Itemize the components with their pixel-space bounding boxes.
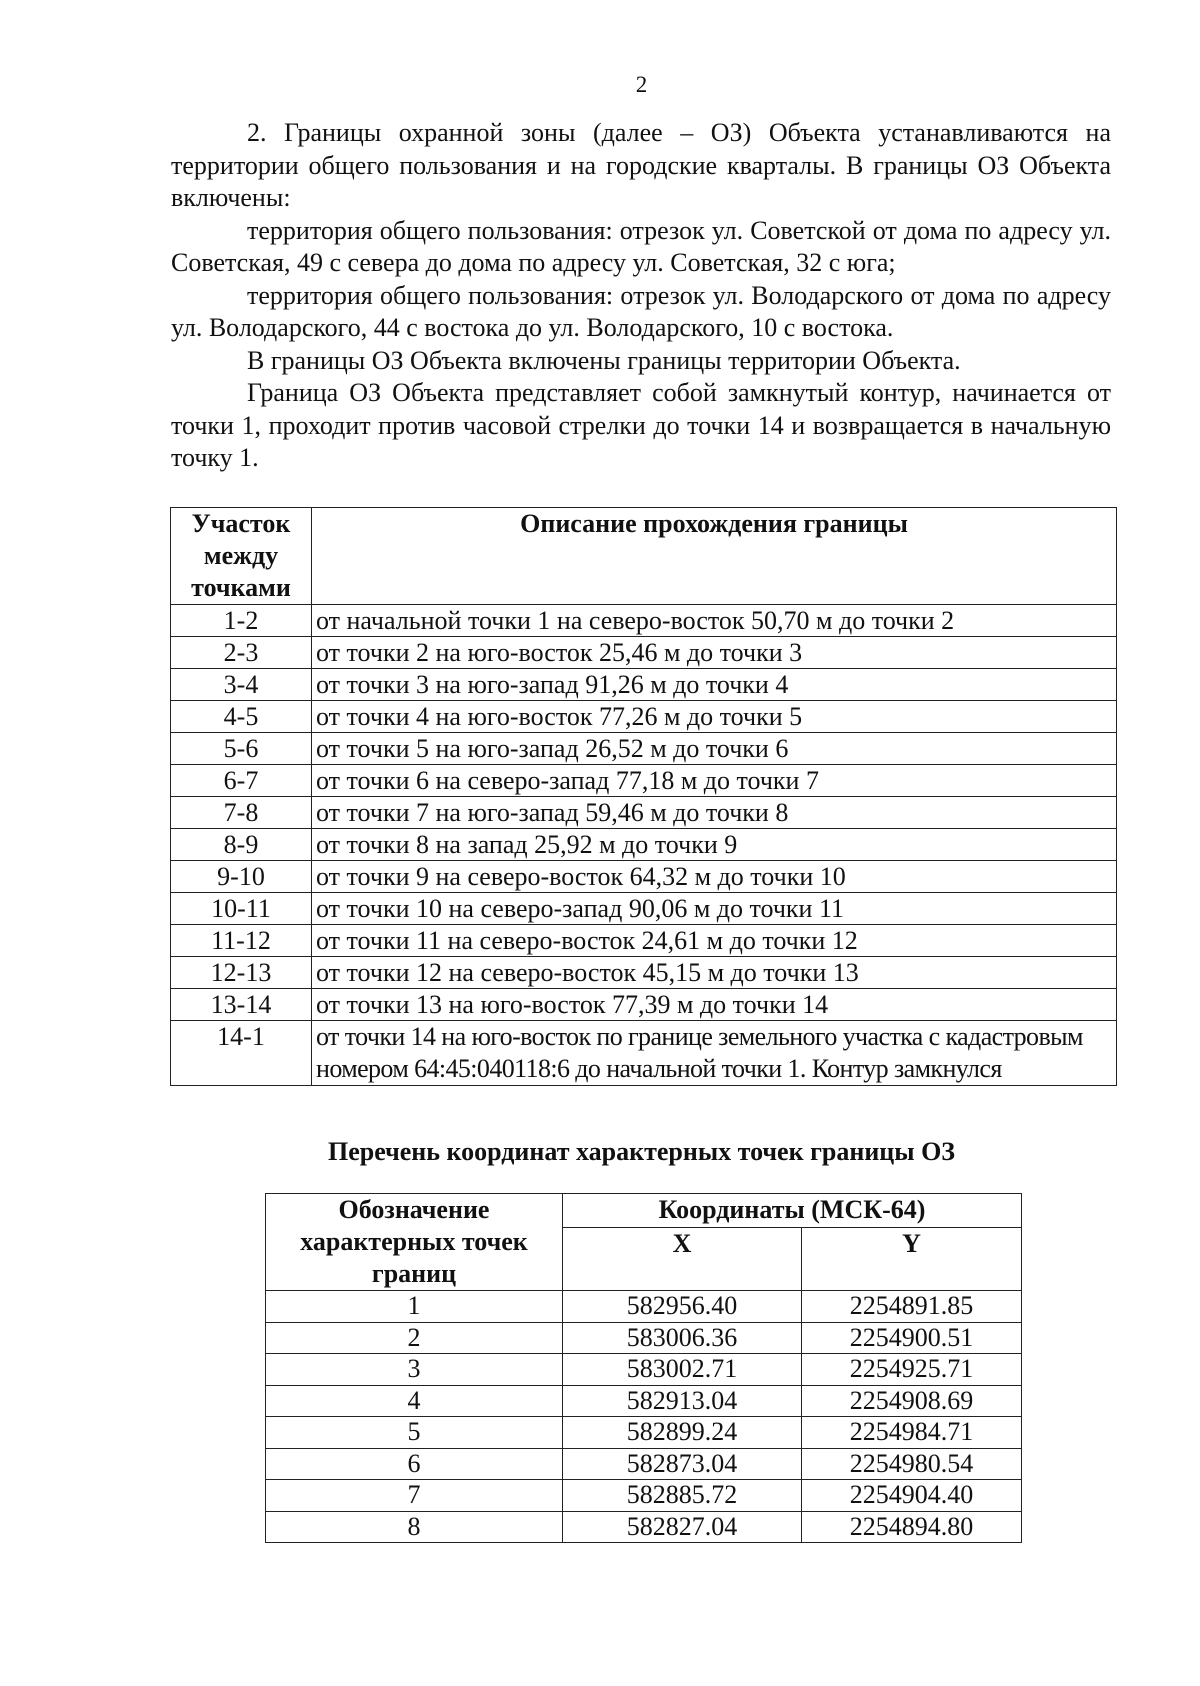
- table-row: [171, 925, 1117, 957]
- table-row: [266, 1385, 1022, 1417]
- table-row: [171, 893, 1117, 925]
- segment-cell: 2-3: [171, 637, 312, 669]
- table-row: [171, 637, 1117, 669]
- table-row: [171, 605, 1117, 637]
- description-cell: от точки 6 на северо-запад 77,18 м до точки 7: [312, 765, 1117, 797]
- segment-cell: 12-13: [171, 957, 312, 989]
- description-cell: от точки 2 на юго-восток 25,46 м до точки 3: [312, 637, 1117, 669]
- y-cell: 2254908.69: [802, 1385, 1022, 1417]
- segment-cell: 7-8: [171, 797, 312, 829]
- segment-cell: 5-6: [171, 733, 312, 765]
- table-row: [266, 1291, 1022, 1323]
- table-row: [266, 1480, 1022, 1512]
- point-cell: 1: [266, 1291, 563, 1323]
- table-row: [171, 797, 1117, 829]
- paragraph: территория общего пользования: отрезок ул. Володарского от дома по адресу ул. Володарского, 44 с востока до ул. Володарского, 10 с востока.: [171, 280, 1111, 342]
- x-cell: 582885.72: [563, 1480, 802, 1512]
- x-cell: 582827.04: [563, 1511, 802, 1543]
- x-cell: 582956.40: [563, 1291, 802, 1323]
- y-cell: 2254925.71: [802, 1354, 1022, 1386]
- page-number: 2: [635, 72, 648, 97]
- header-coordinates: Координаты (МСК-64): [563, 1194, 1022, 1228]
- description-cell: от точки 13 на юго-восток 77,39 м до точки 14: [312, 989, 1117, 1021]
- y-cell: 2254984.71: [802, 1417, 1022, 1449]
- table-header-row: [266, 1194, 1022, 1228]
- table-row: [171, 861, 1117, 893]
- table-row: [171, 765, 1117, 797]
- point-cell: 7: [266, 1480, 563, 1512]
- header-description: Описание прохождения границы: [312, 508, 1117, 605]
- table-row: [266, 1448, 1022, 1480]
- point-cell: 8: [266, 1511, 563, 1543]
- description-cell: от точки 12 на северо-восток 45,15 м до точки 13: [312, 957, 1117, 989]
- paragraph: территория общего пользования: отрезок ул. Советской от дома по адресу ул. Советская, 49 с севера до дома по адресу ул. Советская, 32 с юга;: [171, 215, 1111, 277]
- table-row: [171, 701, 1117, 733]
- header-x: X: [563, 1228, 802, 1291]
- x-cell: 582899.24: [563, 1417, 802, 1449]
- table-header-row: [171, 508, 1117, 605]
- segment-cell: 6-7: [171, 765, 312, 797]
- table-row: [266, 1354, 1022, 1386]
- paragraph: Граница ОЗ Объекта представляет собой замкнутый контур, начинается от точки 1, проходит против часовой стрелки до точки 14 и возвращается в начальную точку 1.: [171, 378, 1111, 472]
- table-row: [171, 957, 1117, 989]
- point-cell: 3: [266, 1354, 563, 1386]
- y-cell: 2254900.51: [802, 1322, 1022, 1354]
- description-cell: от точки 5 на юго-запад 26,52 м до точки 6: [312, 733, 1117, 765]
- paragraph: 2. Границы охранной зоны (далее – ОЗ) Объекта устанавливаются на территории общего пользования и на городские кварталы. В границы ОЗ Объекта включены:: [171, 118, 1111, 212]
- table-row: [266, 1322, 1022, 1354]
- table-row: [171, 829, 1117, 861]
- description-cell: от точки 4 на юго-восток 77,26 м до точки 5: [312, 701, 1117, 733]
- x-cell: 583002.71: [563, 1354, 802, 1386]
- header-segment: Участок между точками: [171, 508, 312, 605]
- description-cell: от точки 11 на северо-восток 24,61 м до точки 12: [312, 925, 1117, 957]
- segment-cell: 14-1: [171, 1021, 312, 1086]
- table-row: [266, 1417, 1022, 1449]
- table-row: [171, 1021, 1117, 1086]
- description-cell: от точки 14 на юго-восток по границе земельного участка с кадастровым номером 64:45:040118:6 до начальной точки 1. Контур замкнулся: [312, 1021, 1117, 1086]
- segment-cell: 4-5: [171, 701, 312, 733]
- table-row: [266, 1511, 1022, 1543]
- table-row: [171, 669, 1117, 701]
- boundary-table: [170, 507, 1117, 1086]
- segment-cell: 8-9: [171, 829, 312, 861]
- segment-cell: 1-2: [171, 605, 312, 637]
- point-cell: 2: [266, 1322, 563, 1354]
- point-cell: 4: [266, 1385, 563, 1417]
- description-cell: от точки 9 на северо-восток 64,32 м до точки 10: [312, 861, 1117, 893]
- header-point: Обозначение характерных точек границ: [266, 1194, 563, 1291]
- paragraph: В границы ОЗ Объекта включены границы территории Объекта.: [247, 345, 961, 375]
- x-cell: 582913.04: [563, 1385, 802, 1417]
- header-y: Y: [802, 1228, 1022, 1291]
- table-row: [171, 733, 1117, 765]
- segment-cell: 11-12: [171, 925, 312, 957]
- segment-cell: 13-14: [171, 989, 312, 1021]
- y-cell: 2254980.54: [802, 1448, 1022, 1480]
- x-cell: 583006.36: [563, 1322, 802, 1354]
- description-cell: от точки 3 на юго-запад 91,26 м до точки 4: [312, 669, 1117, 701]
- y-cell: 2254891.85: [802, 1291, 1022, 1323]
- segment-cell: 10-11: [171, 893, 312, 925]
- y-cell: 2254894.80: [802, 1511, 1022, 1543]
- point-cell: 6: [266, 1448, 563, 1480]
- description-cell: от точки 7 на юго-запад 59,46 м до точки 8: [312, 797, 1117, 829]
- segment-cell: 9-10: [171, 861, 312, 893]
- description-cell: от точки 10 на северо-запад 90,06 м до точки 11: [312, 893, 1117, 925]
- y-cell: 2254904.40: [802, 1480, 1022, 1512]
- body-text: [171, 117, 1111, 475]
- segment-cell: 3-4: [171, 669, 312, 701]
- coordinates-table: [265, 1193, 1022, 1543]
- point-cell: 5: [266, 1417, 563, 1449]
- x-cell: 582873.04: [563, 1448, 802, 1480]
- coordinates-title: Перечень координат характерных точек границы ОЗ: [327, 1137, 956, 1166]
- description-cell: от начальной точки 1 на северо-восток 50,70 м до точки 2: [312, 605, 1117, 637]
- table-row: [171, 989, 1117, 1021]
- description-cell: от точки 8 на запад 25,92 м до точки 9: [312, 829, 1117, 861]
